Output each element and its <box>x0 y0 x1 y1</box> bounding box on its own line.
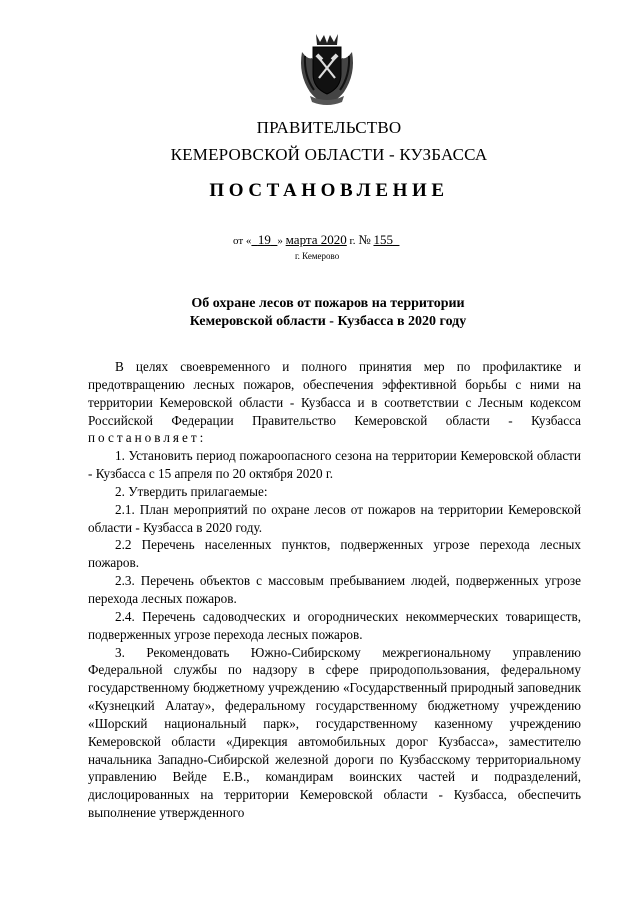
date-day-close: » <box>277 235 283 247</box>
number-label: № <box>358 232 371 247</box>
document-city: г. Кемерово <box>295 251 340 261</box>
document-body <box>88 358 581 822</box>
paragraph-2-3: 2.3. Перечень объектов с массовым пребыванием людей, подверженных угрозе перехода лесных пожаров. <box>88 573 581 606</box>
document-type-heading: ПОСТАНОВЛЕНИЕ <box>209 180 449 201</box>
date-month-year: марта 2020 <box>285 232 347 247</box>
date-year-suffix: г. <box>349 235 356 247</box>
paragraph-2: 2. Утвердить прилагаемые: <box>115 483 268 499</box>
paragraph-3: 3. Рекомендовать Южно-Сибирскому межрегиональному управлению Федеральной службы по надзору в сфере природопользования, федеральному государственному бюджетному учреждению «Государственный природный заповедник «Кузнецкий Алатау», федеральному государственному бюджетному учреждению «Шорский национальный парк», государственному казенному учреждению Кемеровской области «Дирекция автомобильных дорог Кузбасса», заместителю начальника Западно-Сибирской железной дороги по Кузбасскому территориальному управлению Вейде Е.В., командирам воинских частей и подразделений, дислоцированных на территории Кемеровской области - Кузбасса, обеспечить выполнение утвержденного <box>88 644 581 821</box>
date-day: 19 <box>257 232 271 247</box>
government-name-line2: КЕМЕРОВСКОЙ ОБЛАСТИ - КУЗБАССА <box>170 145 488 164</box>
paragraph-2-2: 2.2 Перечень населенных пунктов, подверженных угрозе перехода лесных пожаров. <box>88 537 581 571</box>
document-title-line1: Об охране лесов от пожаров на территории <box>191 296 465 311</box>
document-number: 155 <box>373 232 393 247</box>
government-name-line1: ПРАВИТЕЛЬСТВО <box>256 118 402 137</box>
document-title-line2: Кемеровской области - Кузбасса в 2020 году <box>189 314 467 329</box>
document-date-number <box>233 232 399 248</box>
kemerovo-coat-of-arms-icon <box>296 30 358 108</box>
paragraph-2-4: 2.4. Перечень садоводческих и огороднических некоммерческих товариществ, подверженных угрозе перехода лесных пожаров. <box>88 608 581 642</box>
decree-word: постановляет: <box>88 430 207 446</box>
paragraph-2-1: 2.1. План мероприятий по охране лесов от пожаров на территории Кемеровской области - Кузбасса в 2020 году. <box>88 501 581 535</box>
paragraph-1: 1. Установить период пожароопасного сезона на территории Кемеровской области - Кузбасса с 15 апреля по 20 октября 2020 г. <box>88 448 581 482</box>
paragraph-intro: В целях своевременного и полного принятия мер по профилактике и предотвращению лесных пожаров, обеспечения эффективной борьбы с ними на территории Кемеровской области - Кузбасса и в соответствии с Лесным кодексом Российской Федерации Правительство Кемеровской области - Кузбасса постановляет: <box>88 359 581 446</box>
date-prefix: от « <box>233 235 252 247</box>
